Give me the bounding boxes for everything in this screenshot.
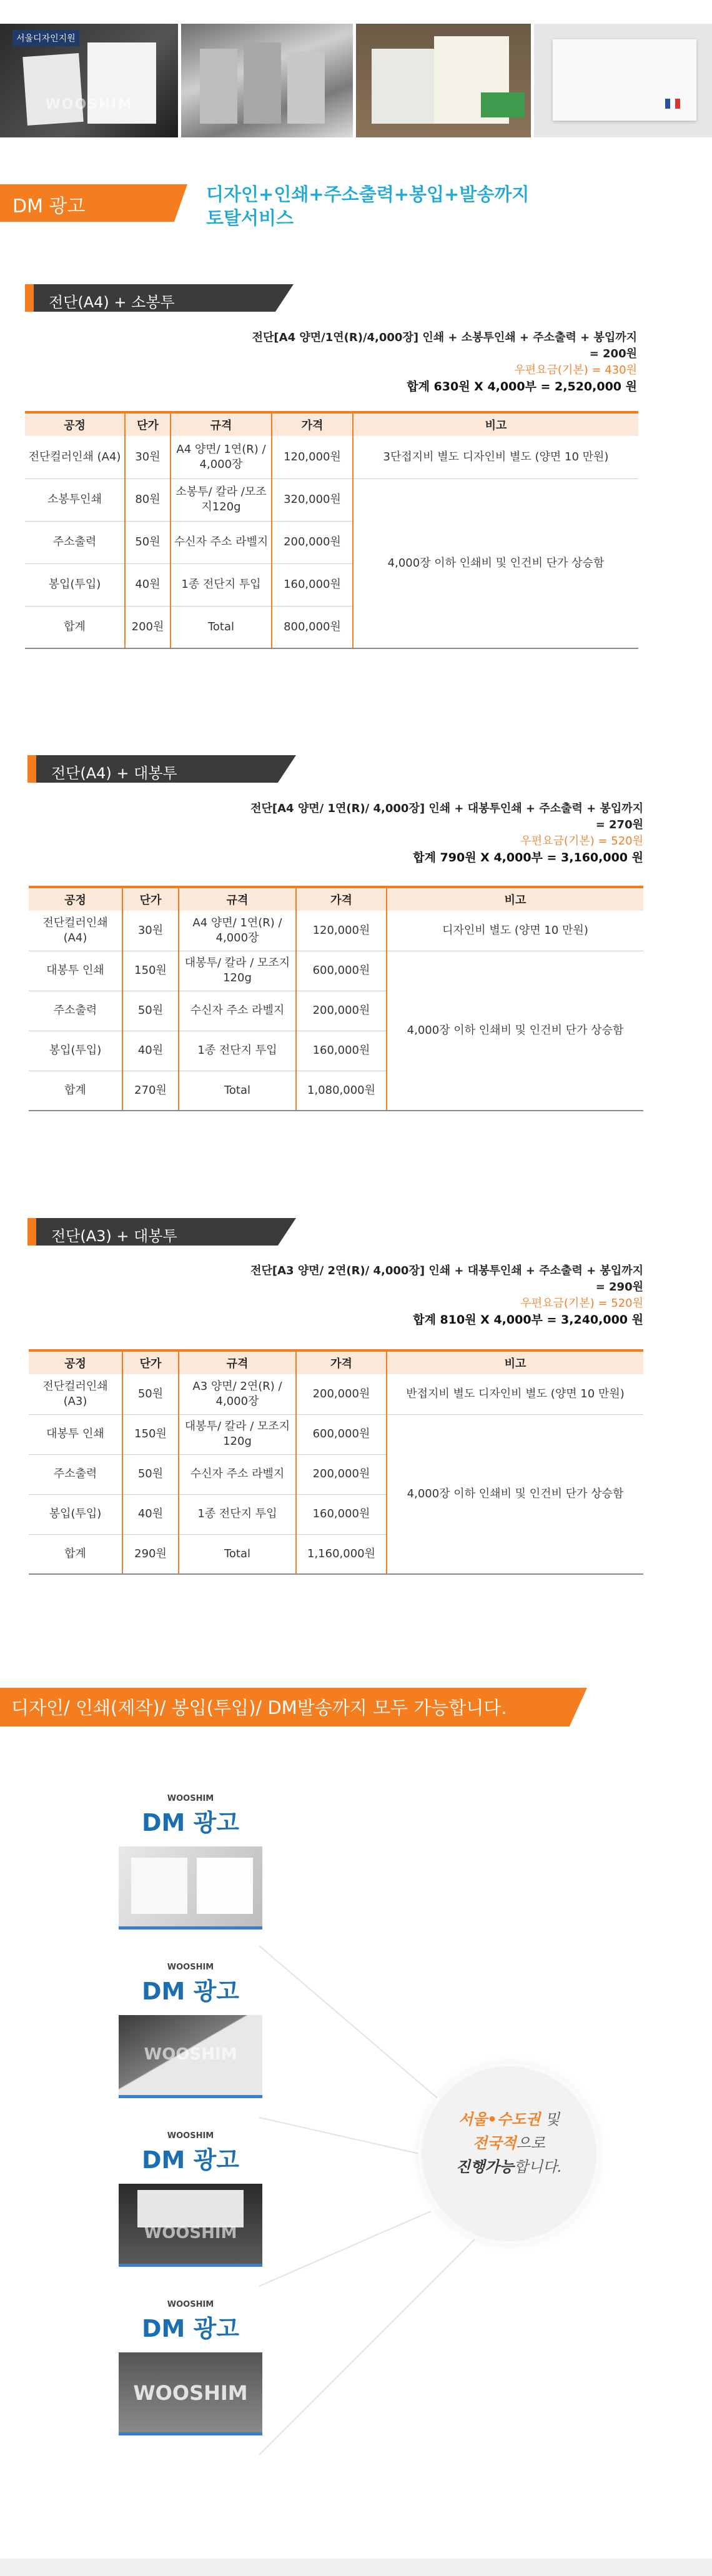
cell-spec: A3 양면/ 2연(R) / 4,000장 — [179, 1374, 296, 1414]
cell-process: 봉입(투입) — [29, 1031, 122, 1071]
photo-flyers — [356, 24, 531, 137]
photo-flyer — [372, 49, 434, 124]
cell-note: 4,000장 이하 인쇄비 및 인건비 단가 상승함 — [387, 951, 643, 1111]
cell-process: 합계 — [29, 1534, 122, 1574]
cell-note: 3단접지비 별도 디자인비 별도 (양면 10 만원) — [353, 436, 638, 478]
cell-process: 합계 — [25, 606, 125, 648]
cell-process: 전단컬러인쇄 (A4) — [25, 436, 125, 478]
photo-booklet — [22, 53, 83, 126]
cell-unit: 30원 — [122, 911, 179, 951]
photo-watermark: WOOSHIM — [144, 2045, 237, 2064]
photo-flag — [665, 99, 680, 109]
dm-item — [119, 2131, 262, 2267]
photo-flyer — [481, 92, 525, 117]
table-header: 비고 — [353, 412, 638, 436]
table-row — [25, 478, 638, 521]
table-header: 규격 — [179, 1350, 296, 1374]
table-row — [29, 911, 643, 951]
services-banner-text: 디자인/ 인쇄(제작)/ 봉입(투입)/ DM발송까지 모두 가능합니다. — [11, 1697, 507, 1718]
table-header-row — [25, 412, 638, 436]
section-summary — [187, 330, 637, 395]
table-header: 규격 — [171, 412, 272, 436]
table-header: 가격 — [272, 412, 353, 436]
dm-item-title: DM 광고 — [141, 2146, 239, 2174]
cell-process: 대봉투 인쇄 — [29, 951, 122, 991]
table-row — [29, 1414, 643, 1454]
price-table — [29, 886, 643, 1111]
photo-page — [137, 2190, 244, 2227]
cell-process: 주소출력 — [29, 991, 122, 1031]
table-header: 가격 — [296, 1350, 387, 1374]
price-table — [29, 1349, 643, 1575]
summary-postage: 우편요금(기본) = 520원 — [520, 835, 643, 848]
photo-packages — [181, 24, 353, 137]
cell-price: 160,000원 — [296, 1494, 387, 1534]
summary-postage: 우편요금(기본) = 520원 — [520, 1297, 643, 1310]
section-summary — [175, 1263, 643, 1328]
table-header: 비고 — [387, 887, 643, 911]
cell-unit: 30원 — [125, 436, 171, 478]
cell-spec: Total — [179, 1071, 296, 1111]
cell-spec: A4 양면/ 1연(R) / 4,000장 — [171, 436, 272, 478]
dm-item-title: DM 광고 — [141, 1809, 239, 1836]
photo-label: 서울디자인지원 — [12, 30, 79, 46]
dm-item-photo — [119, 2184, 262, 2267]
dm-item — [119, 2300, 262, 2435]
dm-item-photo — [119, 2352, 262, 2435]
cell-unit: 50원 — [122, 1374, 179, 1414]
cell-price: 600,000원 — [296, 1414, 387, 1454]
cell-spec: 수신자 주소 라벨지 — [171, 521, 272, 563]
cell-unit: 40원 — [122, 1031, 179, 1071]
table-header: 가격 — [296, 887, 387, 911]
photo-watermark: WOOSHIM — [144, 2224, 237, 2242]
cell-price: 1,160,000원 — [296, 1534, 387, 1574]
wooshim-logo: WOOSHIM — [167, 2300, 214, 2309]
dm-headline-line2: 토탈서비스 — [206, 207, 294, 229]
summary-unit-total: = 270원 — [595, 818, 643, 831]
photo-box — [244, 42, 281, 124]
dm-item-title: DM 광고 — [141, 1978, 239, 2005]
dm-item — [119, 1963, 262, 2098]
wooshim-logo: WOOSHIM — [167, 1794, 214, 1803]
table-row — [29, 951, 643, 991]
cell-spec: 대봉투/ 칼라 / 모조지 120g — [179, 1414, 296, 1454]
photo-box — [287, 52, 325, 124]
section-title: 전단(A4) + 소봉투 — [49, 294, 175, 311]
wooshim-logo: WOOSHIM — [167, 1963, 214, 1972]
cell-spec: 대봉투/ 칼라 / 모조지 120g — [179, 951, 296, 991]
cell-unit: 40원 — [125, 563, 171, 606]
cell-price: 160,000원 — [296, 1031, 387, 1071]
cell-unit: 150원 — [122, 951, 179, 991]
cell-unit: 290원 — [122, 1534, 179, 1574]
cell-unit: 50원 — [122, 991, 179, 1031]
section-title: 전단(A4) + 대봉투 — [51, 765, 177, 782]
cell-spec: 수신자 주소 라벨지 — [179, 1454, 296, 1494]
summary-grand-total: 합계 790원 X 4,000부 = 3,160,000 원 — [413, 851, 643, 864]
photo-catalog-display — [0, 24, 178, 137]
cell-price: 200,000원 — [272, 521, 353, 563]
cell-spec: 1종 전단지 투입 — [171, 563, 272, 606]
wooshim-logo: WOOSHIM — [167, 2131, 214, 2141]
cell-process: 전단컬러인쇄 (A3) — [29, 1374, 122, 1414]
cell-note: 4,000장 이하 인쇄비 및 인건비 단가 상승함 — [387, 1414, 643, 1574]
cell-price: 800,000원 — [272, 606, 353, 648]
cell-spec: A4 양면/ 1연(R) / 4,000장 — [179, 911, 296, 951]
table-header: 비고 — [387, 1350, 643, 1374]
coverage-available: 진행가능 — [456, 2158, 514, 2176]
coverage-text-part: 으로 — [516, 2134, 545, 2152]
table-row — [25, 436, 638, 478]
cell-price: 1,080,000원 — [296, 1071, 387, 1111]
table-header: 공정 — [29, 1350, 122, 1374]
cell-unit: 150원 — [122, 1414, 179, 1454]
cell-unit: 50원 — [122, 1454, 179, 1494]
dm-item-photo — [119, 2015, 262, 2098]
table-header: 단가 — [125, 412, 171, 436]
cell-price: 120,000원 — [296, 911, 387, 951]
cell-spec: 소봉투/ 칼라 /모조지120g — [171, 478, 272, 521]
coverage-text — [434, 2108, 584, 2179]
summary-unit-total: = 200원 — [589, 347, 637, 360]
cell-process: 주소출력 — [25, 521, 125, 563]
cell-spec: Total — [171, 606, 272, 648]
cell-spec: 1종 전단지 투입 — [179, 1494, 296, 1534]
table-header: 공정 — [29, 887, 122, 911]
cell-price: 600,000원 — [296, 951, 387, 991]
section-summary — [175, 801, 643, 866]
coverage-text-part: 합니다. — [513, 2158, 562, 2176]
section-title-bar — [27, 755, 296, 783]
connector-line — [259, 2118, 425, 2155]
cell-process: 대봉투 인쇄 — [29, 1414, 122, 1454]
table-header: 규격 — [179, 887, 296, 911]
section-title-bar — [27, 1218, 296, 1246]
cell-note: 반접지비 별도 디자인비 별도 (양면 10 만원) — [387, 1374, 643, 1414]
coverage-nationwide: 전국적 — [473, 2134, 517, 2152]
photo-page — [197, 1858, 253, 1914]
cell-spec: 수신자 주소 라벨지 — [179, 991, 296, 1031]
summary-line: 전단[A4 양면/ 1연(R)/ 4,000장] 인쇄 + 대봉투인쇄 + 주소출력 + 봉입까지 — [250, 802, 643, 815]
cell-price: 120,000원 — [272, 436, 353, 478]
summary-line: 전단[A4 양면/1연(R)/4,000장] 인쇄 + 소봉투인쇄 + 주소출력 + 봉입까지 — [252, 331, 637, 344]
photo-envelopes — [534, 24, 712, 137]
table-header: 단가 — [122, 1350, 179, 1374]
photo-box — [200, 49, 237, 124]
cell-unit: 80원 — [125, 478, 171, 521]
connector-line — [259, 2211, 431, 2286]
photo-watermark: WOOSHIM — [45, 97, 133, 112]
cell-price: 200,000원 — [296, 1374, 387, 1414]
cell-note: 4,000장 이하 인쇄비 및 인건비 단가 상승함 — [353, 478, 638, 648]
cell-unit: 50원 — [125, 521, 171, 563]
price-table — [25, 411, 638, 649]
summary-line: 전단[A3 양면/ 2연(R)/ 4,000장] 인쇄 + 대봉투인쇄 + 주소출력 + 봉입까지 — [250, 1264, 643, 1277]
coverage-region: 서울•수도권 — [458, 2111, 541, 2128]
table-header: 공정 — [25, 412, 125, 436]
dm-headline — [206, 182, 593, 230]
section-title: 전단(A3) + 대봉투 — [51, 1227, 177, 1245]
dm-item-title: DM 광고 — [141, 2315, 239, 2342]
table-header-row — [29, 887, 643, 911]
summary-postage: 우편요금(기본) = 430원 — [514, 364, 637, 377]
dm-banner-label: DM 광고 — [12, 196, 86, 217]
cell-unit: 40원 — [122, 1494, 179, 1534]
cell-process: 주소출력 — [29, 1454, 122, 1494]
cell-unit: 270원 — [122, 1071, 179, 1111]
cell-price: 200,000원 — [296, 991, 387, 1031]
cell-process: 합계 — [29, 1071, 122, 1111]
section-bar-accent — [27, 755, 36, 783]
section-bar-accent — [25, 284, 34, 312]
section-title-bar — [25, 284, 294, 312]
table-row — [29, 1374, 643, 1414]
cell-price: 160,000원 — [272, 563, 353, 606]
photo-page — [131, 1858, 187, 1914]
photo-watermark: WOOSHIM — [133, 2381, 248, 2405]
dm-item-photo — [119, 1846, 262, 1930]
cell-process: 소봉투인쇄 — [25, 478, 125, 521]
cell-price: 320,000원 — [272, 478, 353, 521]
cell-spec: Total — [179, 1534, 296, 1574]
cell-process: 봉입(투입) — [25, 563, 125, 606]
table-header-row — [29, 1350, 643, 1374]
connector-lines — [0, 1780, 712, 2467]
coverage-text-part: 및 — [540, 2111, 560, 2128]
dm-headline-line1: 디자인+인쇄+주소출력+봉입+발송까지 — [206, 184, 530, 205]
summary-grand-total: 합계 630원 X 4,000부 = 2,520,000 원 — [407, 380, 637, 394]
cell-process: 전단컬러인쇄 (A4) — [29, 911, 122, 951]
footer-strip — [0, 2559, 712, 2576]
summary-unit-total: = 290원 — [595, 1281, 643, 1294]
cell-note: 디자인비 별도 (양면 10 만원) — [387, 911, 643, 951]
cell-unit: 200원 — [125, 606, 171, 648]
dm-item — [119, 1794, 262, 1930]
cell-spec: 1종 전단지 투입 — [179, 1031, 296, 1071]
section-bar-accent — [27, 1218, 36, 1246]
summary-grand-total: 합계 810원 X 4,000부 = 3,240,000 원 — [413, 1313, 643, 1327]
cell-price: 200,000원 — [296, 1454, 387, 1494]
cell-process: 봉입(투입) — [29, 1494, 122, 1534]
table-header: 단가 — [122, 887, 179, 911]
top-photo-strip — [0, 24, 712, 137]
